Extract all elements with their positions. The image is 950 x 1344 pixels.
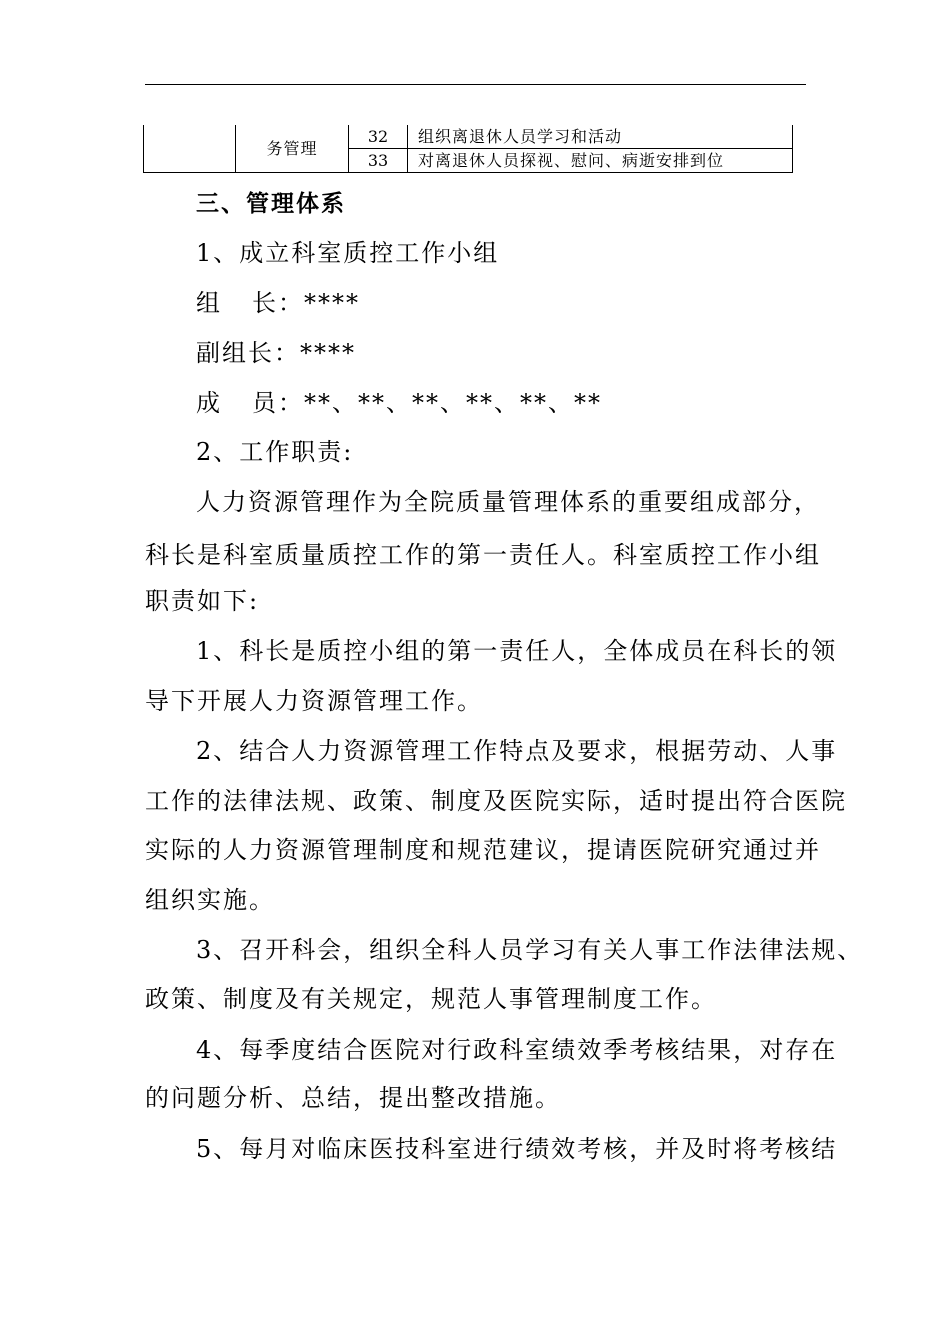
duty-line: 导下开展人力资源管理工作。 <box>145 687 483 715</box>
item-text: 对离退休人员探视、慰问、病逝安排到位 <box>408 149 793 173</box>
paragraph-line: 科长是科室质量质控工作的第一责任人。科室质控工作小组 <box>145 541 821 569</box>
member-label-b: 员：**、**、**、**、**、** <box>252 389 602 417</box>
duty-line: 1、科长是质控小组的第一责任人，全体成员在科长的领 <box>196 637 838 665</box>
leader-label-b: 长：**** <box>252 289 360 317</box>
duty-line: 2、结合人力资源管理工作特点及要求，根据劳动、人事 <box>196 737 838 765</box>
subsection-title: 1、成立科室质控工作小组 <box>196 239 500 267</box>
duty-line: 工作的法律法规、政策、制度及医院实际，适时提出符合医院 <box>145 787 847 815</box>
duty-line: 的问题分析、总结，提出整改措施。 <box>145 1084 561 1112</box>
deputy-leader-line: 副组长：**** <box>196 339 356 367</box>
item-text: 组织离退休人员学习和活动 <box>408 125 793 149</box>
category-cell <box>144 125 236 173</box>
header-rule <box>145 84 806 85</box>
group-leader-line <box>196 289 360 317</box>
subsection-title: 2、工作职责: <box>196 438 354 466</box>
paragraph-line: 人力资源管理作为全院质量管理体系的重要组成部分， <box>196 488 820 516</box>
section-heading: 三、管理体系 <box>196 191 346 217</box>
duty-line: 组织实施。 <box>145 886 275 914</box>
item-number: 32 <box>349 125 408 149</box>
duty-line: 政策、制度及有关规定，规范人事管理制度工作。 <box>145 985 717 1013</box>
duty-line: 5、每月对临床医技科室进行绩效考核，并及时将考核结 <box>196 1135 838 1163</box>
leader-label-a: 组 <box>196 289 222 317</box>
item-number: 33 <box>349 149 408 173</box>
duty-line: 3、召开科会，组织全科人员学习有关人事工作法律法规、 <box>196 936 864 964</box>
duty-line: 实际的人力资源管理制度和规范建议，提请医院研究通过并 <box>145 836 821 864</box>
member-label-a: 成 <box>196 389 222 417</box>
subcategory-cell: 务管理 <box>236 125 349 173</box>
members-line <box>196 389 602 417</box>
table-row <box>144 125 793 149</box>
duty-line: 4、每季度结合医院对行政科室绩效季考核结果，对存在 <box>196 1036 838 1064</box>
paragraph-line: 职责如下: <box>145 587 260 615</box>
continuation-table <box>143 125 793 173</box>
